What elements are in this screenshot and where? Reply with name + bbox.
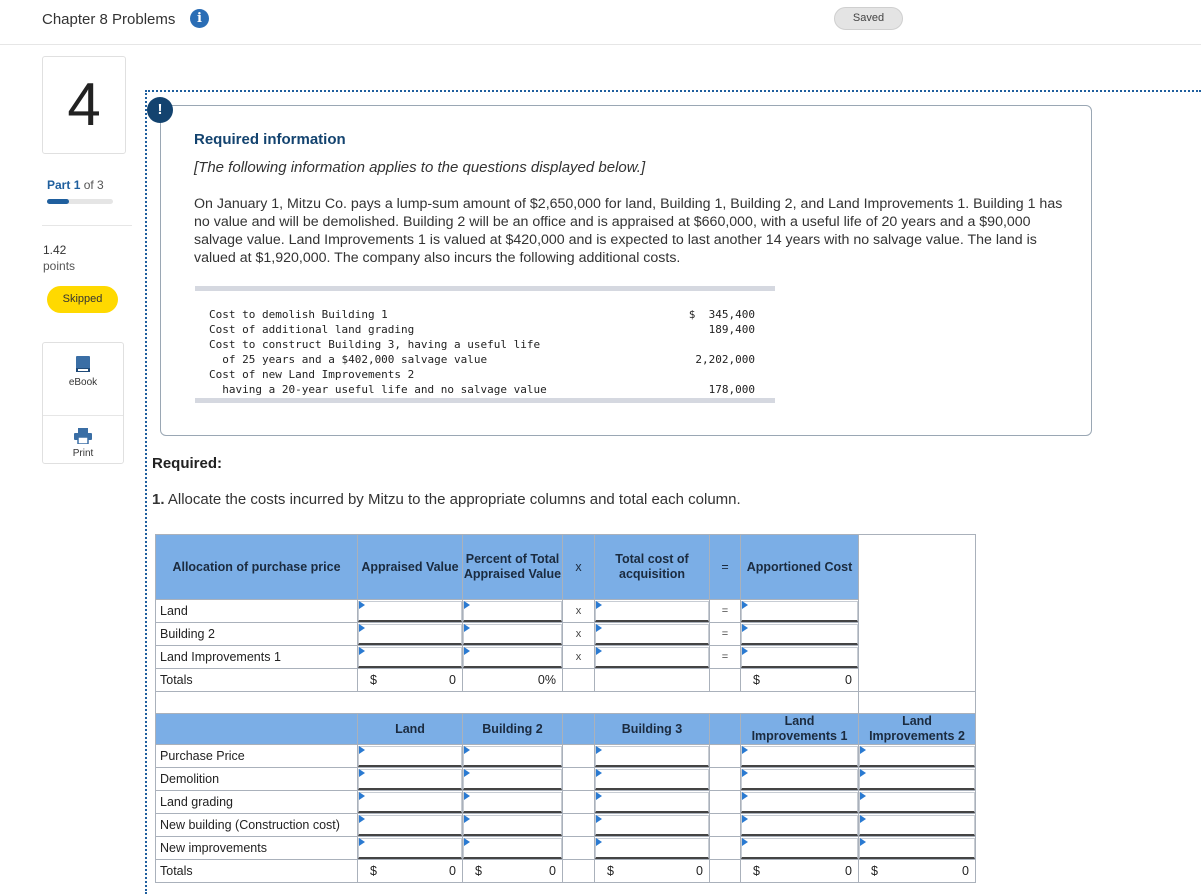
table-row: Land x = [156,600,976,623]
page-title: Chapter 8 Problems [42,11,176,28]
table-row: New building (Construction cost) [156,814,976,837]
land-input[interactable] [358,815,462,836]
table-row: Purchase Price [156,745,976,768]
land-improvements-1-input[interactable] [741,792,858,813]
total-cost-input[interactable] [595,647,709,668]
table-blank-cell [859,535,976,600]
header-times: x [563,535,595,600]
cost-row: Cost to construct Building 3, having a useful life [209,338,541,351]
table-row: Land grading [156,791,976,814]
question-number: 4 [42,56,126,154]
totals-row: Totals $ 0 $ 0 $ 0 $ 0 $ 0 [156,860,976,883]
apportioned-cost-input[interactable] [741,601,858,622]
land-input[interactable] [358,769,462,790]
required-heading: Required: [152,455,223,472]
part-current: 1 [73,178,81,192]
appraised-value-input[interactable] [358,601,462,622]
header-land-improvements-1: Land Improvements 1 [741,714,859,745]
table-row: Land Improvements 1 x = [156,646,976,669]
land-input[interactable] [358,792,462,813]
required-item-1: 1. Allocate the costs incurred by Mitzu to the appropriate columns and total each column. [152,491,741,508]
land-improvements-2-input[interactable] [859,769,975,790]
building-3-input[interactable] [595,838,709,859]
land-improvements-2-input[interactable] [859,815,975,836]
ebook-button[interactable] [43,355,123,415]
table-row: Demolition [156,768,976,791]
land-improvements-2-input[interactable] [859,792,975,813]
header-equals: = [710,535,741,600]
part-progress-fill [47,199,69,204]
header-apportioned-cost: Apportioned Cost [741,535,859,600]
header-percent-total: Percent of Total Appraised Value [463,535,563,600]
alert-icon: ! [147,97,173,123]
skipped-status-badge: Skipped [47,286,118,313]
points-label: points [43,259,76,273]
land-improvements-2-input[interactable] [859,838,975,859]
header-appraised-value: Appraised Value [358,535,463,600]
table-row: Building 2 x = [156,623,976,646]
allocation-table [155,534,976,883]
appraised-value-input[interactable] [358,647,462,668]
sidebar-divider [42,225,132,226]
land-input[interactable] [358,746,462,767]
content-border-left [145,90,147,894]
land-improvements-1-input[interactable] [741,746,858,767]
land-improvements-2-input[interactable] [859,746,975,767]
percent-input[interactable] [463,647,562,668]
print-button[interactable] [43,415,123,475]
table-row: New improvements [156,837,976,860]
part-of: of 3 [83,178,104,192]
building-2-input[interactable] [463,769,562,790]
top-bar [0,0,1201,45]
points-value: 1.42 [43,243,67,257]
part-label: Part [47,178,71,192]
total-cost-input[interactable] [595,624,709,645]
info-icon[interactable]: i [190,9,209,28]
header-land: Land [358,714,463,745]
cost-row: Cost of new Land Improvements 2 [209,368,415,381]
book-icon [75,355,91,373]
percent-input[interactable] [463,624,562,645]
land-input[interactable] [358,838,462,859]
percent-input[interactable] [463,601,562,622]
header-allocation: Allocation of purchase price [156,535,358,600]
building-2-input[interactable] [463,746,562,767]
building-3-input[interactable] [595,792,709,813]
building-2-input[interactable] [463,792,562,813]
info-note: [The following information applies to the questions displayed below.] [194,159,646,176]
additional-costs-table [195,286,775,403]
appraised-value-input[interactable] [358,624,462,645]
saved-status-badge: Saved [834,7,903,30]
header-building-2: Building 2 [463,714,563,745]
tools-panel [42,342,124,464]
building-3-input[interactable] [595,815,709,836]
apportioned-cost-input[interactable] [741,624,858,645]
apportioned-cost-input[interactable] [741,647,858,668]
cost-row: Cost to demolish Building 1 $ 345,400 [209,308,755,321]
building-3-input[interactable] [595,746,709,767]
part-progress-bar [47,199,113,204]
building-2-input[interactable] [463,838,562,859]
land-improvements-1-input[interactable] [741,769,858,790]
header-building-3: Building 3 [595,714,710,745]
building-3-input[interactable] [595,769,709,790]
printer-icon [74,428,92,444]
cost-table-header-row [156,714,976,745]
cost-row: Cost of additional land grading 189,400 [209,323,755,336]
part-indicator [47,178,104,192]
ebook-label: eBook [68,377,98,388]
total-cost-input[interactable] [595,601,709,622]
land-improvements-1-input[interactable] [741,838,858,859]
required-info-heading: Required information [194,131,346,148]
points [43,242,75,274]
problem-paragraph: On January 1, Mitzu Co. pays a lump-sum amount of $2,650,000 for land, Building 1, Building 2, and Land Improvements 1. Building 1 has no value and will be demolished. Building 2 will be an office and is appraised at $660,000, with a useful life of 20 years and a $90,000 salvage value. Land Improvements 1 is valued at $420,000 and is expected to last another 14 years with no salvage value. The land is valued at $1,920,000. The company also incurs the following additional costs. [194,196,1063,266]
cost-row: having a 20-year useful life and no salvage value 178,000 [209,383,755,396]
land-improvements-1-input[interactable] [741,815,858,836]
header-total-cost: Total cost of acquisition [595,535,710,600]
header-land-improvements-2: Land Improvements 2 [859,714,976,745]
content-border-top [145,90,1201,92]
print-label: Print [72,448,94,459]
building-2-input[interactable] [463,815,562,836]
cost-row: of 25 years and a $402,000 salvage value 2,202,000 [209,353,755,366]
totals-row: Totals $ 0 0% $ 0 [156,669,976,692]
